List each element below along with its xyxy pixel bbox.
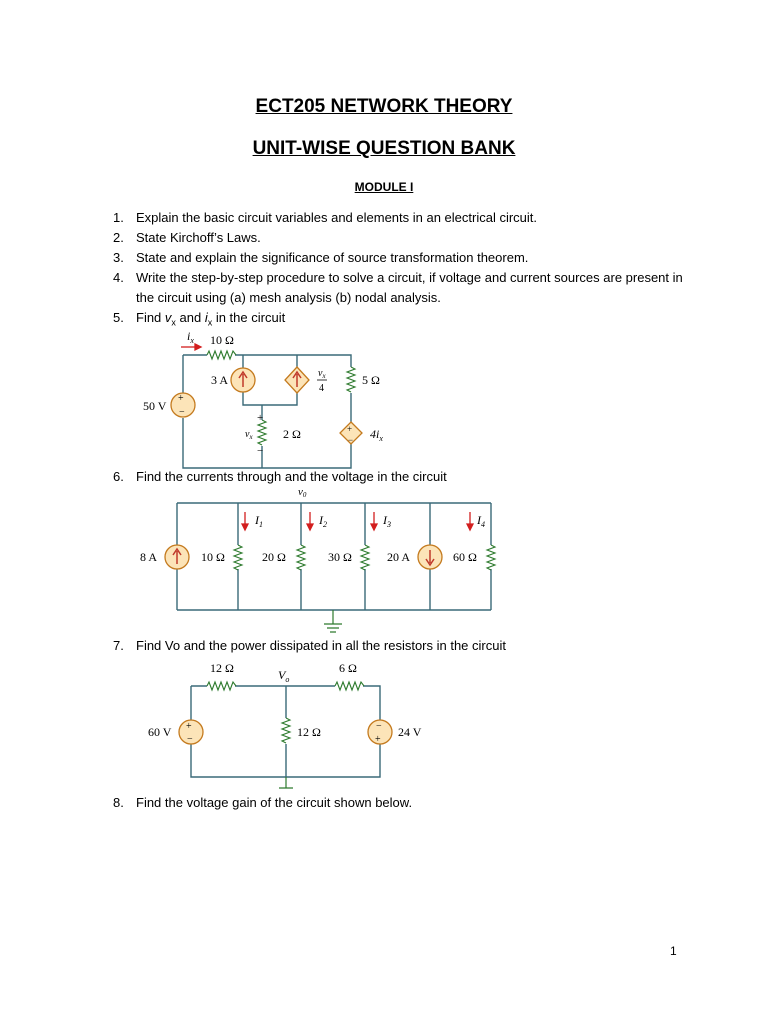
resistor-60-ohm	[487, 545, 495, 570]
ix-label: $i_x$	[187, 329, 194, 345]
arrow-head-icon	[307, 524, 313, 530]
label-20-ohm: 20 Ω	[262, 550, 286, 564]
question-number: 4.	[113, 270, 124, 285]
resistor-10-ohm	[207, 351, 236, 359]
label-12-ohm-middle: 12 Ω	[297, 725, 321, 739]
module-heading: MODULE I	[354, 180, 414, 194]
page-number: 1	[670, 944, 677, 958]
dep-source-numerator: $v_x$	[318, 368, 326, 380]
minus-sign: −	[376, 721, 382, 732]
circuit-1-wires	[183, 355, 354, 468]
label-10-ohm: 10 Ω	[210, 333, 234, 347]
label-6-ohm: 6 Ω	[339, 661, 357, 675]
vx-plus-sign: +	[257, 412, 264, 424]
resistor-12-ohm-middle	[282, 718, 290, 743]
resistor-10-ohm	[234, 545, 242, 570]
circuit-2	[140, 486, 495, 632]
question-number: 3.	[113, 250, 124, 265]
vx-label: $v_x$	[245, 429, 253, 441]
resistor-20-ohm	[297, 545, 305, 570]
plus-sign: +	[347, 424, 353, 434]
arrow-head-icon	[242, 524, 248, 530]
label-30-ohm: 30 Ω	[328, 550, 352, 564]
ix-symbol: i	[204, 310, 208, 325]
plus-sign: +	[186, 721, 192, 732]
vx-subscript: x	[171, 317, 176, 328]
node-v0-label: v0	[298, 486, 307, 499]
resistor-12-ohm-top	[207, 682, 236, 690]
minus-sign: −	[179, 407, 185, 418]
label-60v: 60 V	[148, 725, 172, 739]
vx-minus-sign: −	[257, 445, 264, 457]
label-2-ohm: 2 Ω	[283, 427, 301, 441]
resistor-6-ohm	[335, 682, 364, 690]
label-12-ohm-top: 12 Ω	[210, 661, 234, 675]
label-5-ohm: 5 Ω	[362, 373, 380, 387]
question-number: 1.	[113, 210, 124, 225]
question-number: 6.	[113, 469, 124, 484]
question-text-part: in the circuit	[212, 310, 286, 325]
question-text: Find the voltage gain of the circuit shown below.	[136, 795, 413, 810]
question-text-part: Find	[136, 310, 165, 325]
circuit-3	[148, 661, 422, 788]
resistor-5-ohm	[347, 367, 355, 392]
label-3a: 3 A	[211, 373, 229, 387]
label-i4: $I_4$	[477, 513, 485, 529]
label-20a: 20 A	[387, 550, 411, 564]
arrow-head-icon	[195, 344, 201, 350]
ix-subscript: x	[207, 317, 213, 328]
question-text: State and explain the significance of source transformation theorem.	[136, 250, 529, 265]
question-text: State Kirchoff’s Laws.	[136, 230, 261, 245]
question-number: 8.	[113, 795, 124, 810]
question-number: 5.	[113, 310, 124, 325]
course-title: ECT205 NETWORK THEORY	[255, 96, 513, 117]
question-text: Write the step-by-step procedure to solve a circuit, if voltage and current sources are present in the circuit using (a) mesh analysis (b) nodal analysis.	[136, 270, 683, 305]
question-bank-title: UNIT-WISE QUESTION BANK	[252, 138, 516, 159]
label-50v: 50 V	[143, 399, 167, 413]
minus-sign: −	[348, 435, 354, 445]
question-text: Find the currents through and the voltage in the circuit	[136, 469, 447, 484]
question-number: 7.	[113, 638, 124, 653]
plus-sign: +	[178, 393, 184, 404]
label-i3: $I_3$	[383, 513, 391, 529]
dep-source-denominator: 4	[319, 383, 324, 394]
label-24v: 24 V	[398, 725, 422, 739]
label-10-ohm: 10 Ω	[201, 550, 225, 564]
question-text-part: and	[175, 310, 205, 325]
vx-symbol: v	[164, 310, 172, 325]
node-vo-label: $V_o$	[278, 668, 290, 684]
label-i1: $I_1$	[255, 513, 263, 529]
question-number: 2.	[113, 230, 124, 245]
minus-sign: −	[187, 734, 193, 745]
resistor-30-ohm	[361, 545, 369, 570]
plus-sign: +	[375, 734, 381, 745]
label-i2: $I_2$	[319, 513, 327, 529]
question-text: Explain the basic circuit variables and elements in an electrical circuit.	[136, 210, 538, 225]
label-60-ohm: 60 Ω	[453, 550, 477, 564]
circuit-1	[143, 329, 383, 468]
dep-voltage-label: $4i_x$	[370, 427, 383, 443]
label-8a: 8 A	[140, 550, 158, 564]
arrow-head-icon	[371, 524, 377, 530]
arrow-head-icon	[467, 524, 473, 530]
question-text: Find Vo and the power dissipated in all the resistors in the circuit	[136, 638, 506, 653]
ground-icon	[279, 777, 293, 788]
ground-icon	[324, 610, 342, 632]
